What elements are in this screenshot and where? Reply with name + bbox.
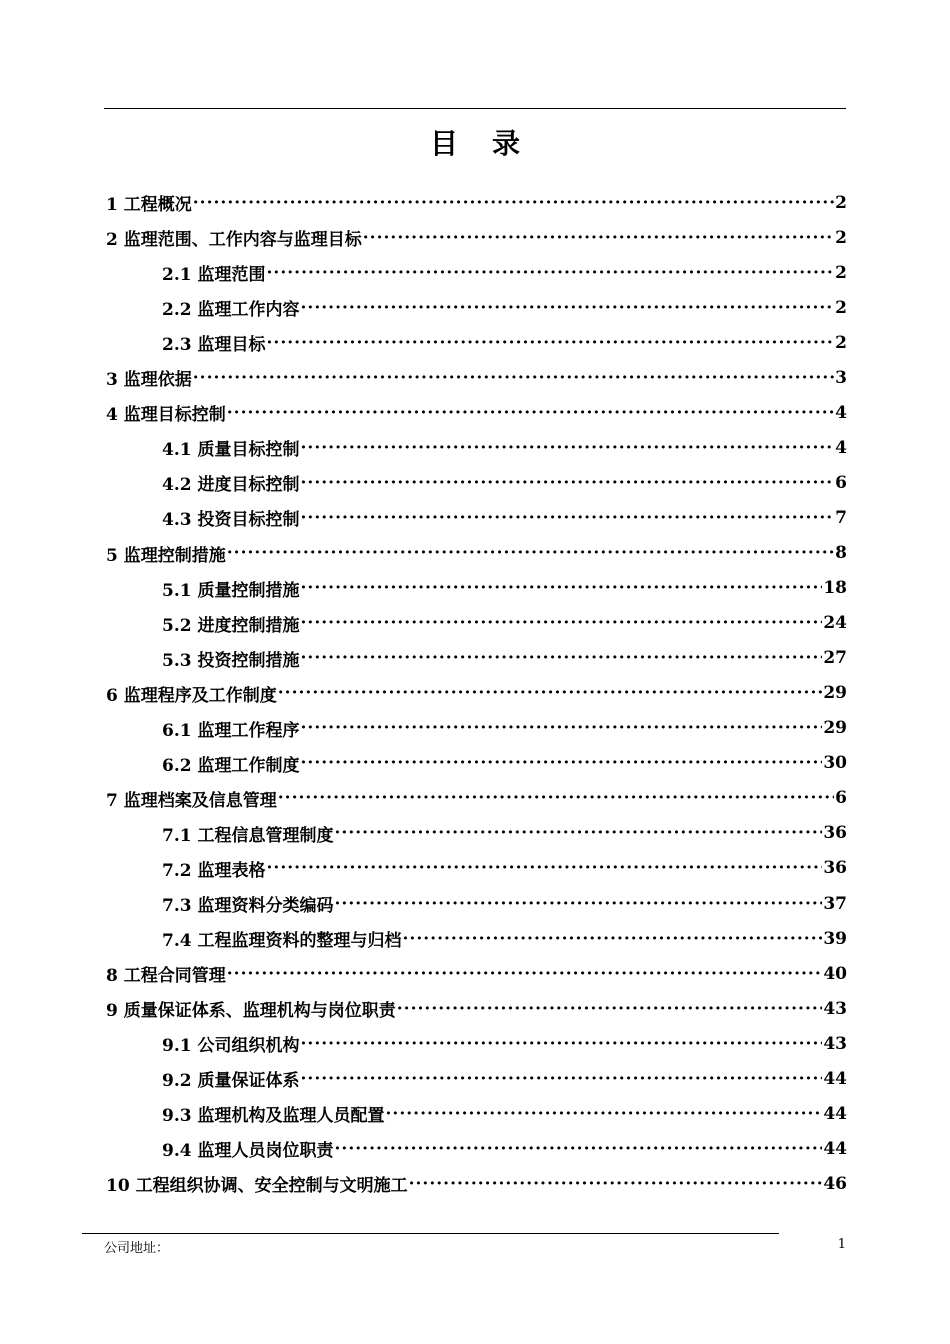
toc-entry-page: 2 — [835, 262, 847, 283]
toc-entry-page: 4 — [835, 402, 847, 423]
toc-entry-label: 4.2 进度目标控制 — [162, 475, 300, 496]
toc-entry-label: 5.3 投资控制措施 — [162, 650, 300, 671]
toc-entry-label: 6.1 监理工作程序 — [162, 720, 300, 741]
toc-entry-page: 40 — [823, 963, 847, 984]
toc-entry[interactable] — [106, 395, 847, 430]
toc-entry[interactable] — [106, 956, 847, 991]
footer-rule — [82, 1233, 779, 1234]
toc-entry-label: 6.2 监理工作制度 — [162, 755, 300, 776]
toc-entry-page: 3 — [835, 367, 847, 388]
toc-entry-label: 7.4 工程监理资料的整理与归档 — [162, 931, 402, 952]
toc-dot-leader — [301, 438, 835, 458]
toc-entry[interactable] — [106, 991, 847, 1026]
toc-dot-leader — [409, 1174, 823, 1194]
toc-entry-page: 36 — [823, 858, 847, 879]
footer-page-number: 1 — [837, 1237, 846, 1252]
toc-entry-page: 24 — [823, 613, 847, 634]
toc-entry-label: 9.2 质量保证体系 — [162, 1071, 300, 1092]
toc-entry[interactable] — [106, 220, 847, 255]
toc-entry-label: 7 监理档案及信息管理 — [106, 790, 277, 811]
toc-entry-label: 3 监理依据 — [106, 370, 192, 391]
toc-dot-leader — [267, 333, 835, 353]
toc-entry-label: 2.2 监理工作内容 — [162, 300, 300, 321]
toc-dot-leader — [301, 473, 835, 493]
toc-entry-page: 43 — [823, 998, 847, 1019]
toc-entry[interactable] — [106, 185, 847, 220]
toc-dot-leader — [301, 298, 835, 318]
toc-entry-label: 4.3 投资目标控制 — [162, 510, 300, 531]
toc-entry[interactable] — [162, 1131, 847, 1166]
toc-title — [0, 122, 950, 162]
toc-entry-label: 2.3 监理目标 — [162, 335, 266, 356]
toc-dot-leader — [267, 263, 835, 283]
toc-entry-label: 7.3 监理资料分类编码 — [162, 896, 334, 916]
toc-entry[interactable] — [162, 571, 847, 606]
toc-entry-page: 2 — [835, 297, 847, 318]
toc-entry-page: 39 — [823, 928, 847, 949]
toc-entry[interactable] — [162, 290, 847, 325]
toc-dot-leader — [301, 1034, 823, 1054]
toc-dot-leader — [301, 613, 823, 633]
toc-entry-label: 7.1 工程信息管理制度 — [162, 825, 334, 846]
toc-entry-page: 18 — [823, 578, 847, 599]
toc-dot-leader — [335, 1139, 823, 1159]
toc-dot-leader — [397, 999, 823, 1019]
toc-entry-label: 9.4 监理人员岗位职责 — [162, 1141, 334, 1162]
toc-dot-leader — [301, 1069, 823, 1089]
toc-entry-page: 27 — [823, 648, 847, 669]
toc-entry[interactable] — [162, 641, 847, 676]
toc-entry[interactable] — [162, 711, 847, 746]
toc-dot-leader — [301, 648, 823, 668]
toc-entry-page: 30 — [823, 753, 847, 774]
toc-entry-page: 29 — [823, 718, 847, 739]
toc-entry-page: 2 — [835, 332, 847, 353]
toc-entry-page: 36 — [823, 823, 847, 844]
toc-dot-leader — [363, 228, 834, 248]
footer-address: 公司地址： — [104, 1241, 170, 1256]
toc-entry-page: 43 — [823, 1033, 847, 1054]
toc-dot-leader — [335, 823, 823, 843]
toc-entry-page: 4 — [835, 437, 847, 458]
toc-dot-leader — [386, 1104, 823, 1124]
toc-dot-leader — [278, 683, 823, 703]
toc-entry[interactable] — [162, 746, 847, 781]
toc-entry-label: 7.2 监理表格 — [162, 860, 266, 881]
toc-entry-label: 4 监理目标控制 — [106, 405, 226, 426]
toc-entry-label: 5.1 质量控制措施 — [162, 580, 300, 601]
toc-entry-label: 5.2 进度控制措施 — [162, 615, 300, 636]
toc-entry-label: 9.1 公司组织机构 — [162, 1036, 300, 1057]
toc-entry[interactable] — [106, 676, 847, 711]
toc-entry-label: 9.3 监理机构及监理人员配置 — [162, 1106, 385, 1127]
toc-entry[interactable] — [162, 255, 847, 290]
toc-dot-leader — [193, 193, 834, 213]
toc-entry[interactable] — [106, 781, 847, 816]
toc-dot-leader — [227, 543, 834, 563]
toc-entry[interactable] — [162, 500, 847, 535]
toc-entry-page: 44 — [823, 1103, 847, 1124]
toc-dot-leader — [227, 403, 834, 423]
toc-title-char-1: 目 — [429, 127, 458, 160]
toc-entry-label: 2 监理范围、工作内容与监理目标 — [106, 230, 362, 251]
toc-entry-page: 8 — [835, 543, 847, 563]
toc-entry-page: 6 — [835, 788, 847, 809]
header-rule — [104, 108, 846, 109]
toc-entry-page: 6 — [835, 472, 847, 493]
toc-entry-label: 8 工程合同管理 — [106, 966, 226, 987]
toc-dot-leader — [301, 508, 835, 528]
toc-entry-label: 6 监理程序及工作制度 — [106, 685, 277, 706]
toc-entry-label: 9 质量保证体系、监理机构与岗位职责 — [106, 1001, 396, 1022]
toc-entry[interactable] — [162, 1096, 847, 1131]
toc-dot-leader — [403, 929, 823, 949]
toc-dot-leader — [301, 753, 823, 773]
toc-dot-leader — [278, 788, 834, 808]
toc-entry[interactable] — [162, 1026, 847, 1061]
toc-entry-page: 44 — [823, 1138, 847, 1159]
toc-entry-page: 2 — [835, 227, 847, 248]
toc-entry[interactable] — [162, 325, 847, 360]
toc-entry-label: 10 工程组织协调、安全控制与文明施工 — [106, 1176, 408, 1197]
toc-dot-leader — [335, 894, 823, 914]
toc-entry[interactable] — [106, 360, 847, 395]
toc-entry[interactable] — [162, 851, 847, 886]
toc-dot-leader — [193, 368, 834, 388]
toc-entry[interactable] — [162, 816, 847, 851]
toc-entry-page: 7 — [835, 507, 847, 528]
toc-entry-label: 5 监理控制措施 — [106, 545, 226, 566]
toc-entry[interactable] — [162, 465, 847, 500]
toc-entry-page: 2 — [835, 192, 847, 213]
toc-entry-page: 46 — [823, 1173, 847, 1194]
toc-entry-page: 29 — [823, 683, 847, 704]
toc-dot-leader — [301, 578, 823, 598]
toc-entry[interactable] — [162, 606, 847, 641]
toc-dot-leader — [227, 964, 823, 984]
toc-entry[interactable] — [162, 1061, 847, 1096]
toc-entry[interactable] — [162, 430, 847, 465]
toc-entry[interactable] — [106, 1166, 847, 1201]
toc-title-char-2: 录 — [492, 127, 521, 160]
toc-entry[interactable] — [162, 921, 847, 956]
toc-dot-leader — [301, 718, 823, 738]
toc-entry-label: 1 工程概况 — [106, 195, 192, 215]
toc-entry[interactable] — [162, 886, 847, 921]
toc-entry-label: 2.1 监理范围 — [162, 265, 266, 286]
toc-entry[interactable] — [106, 536, 847, 571]
toc-entry-page: 44 — [823, 1068, 847, 1089]
toc-entry-page: 37 — [823, 893, 847, 914]
toc-dot-leader — [267, 858, 823, 878]
toc-entry-label: 4.1 质量目标控制 — [162, 440, 300, 461]
